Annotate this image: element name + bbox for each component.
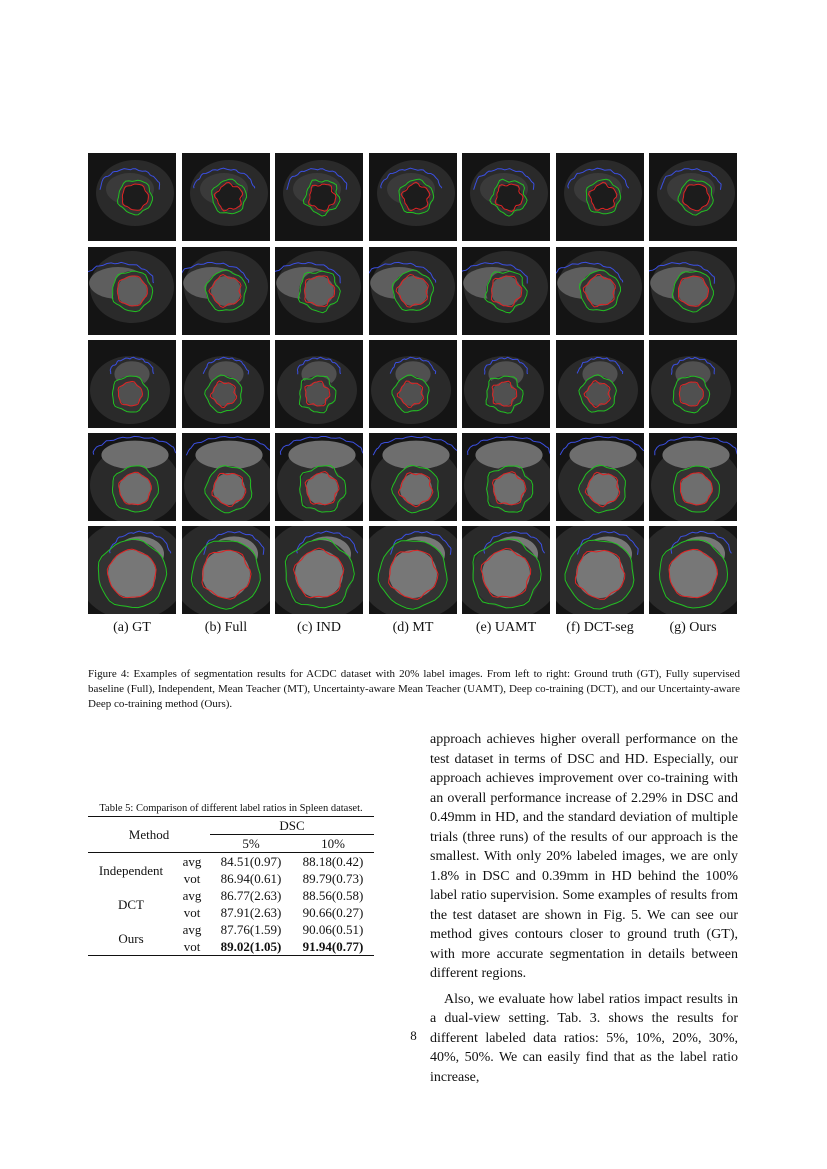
segmentation-thumbnail	[649, 247, 737, 335]
table-cell: 90.06(0.51)	[302, 922, 364, 937]
figure-row	[88, 247, 738, 335]
segmentation-thumbnail	[369, 340, 457, 428]
table-cell: 90.66(0.27)	[302, 905, 364, 920]
table-cell: 88.56(0.58)	[302, 888, 364, 903]
method-dct: DCT	[118, 896, 144, 912]
table-cell: 86.94(0.61)	[220, 871, 282, 886]
figure-row	[88, 153, 738, 241]
header-5pct: 5%	[242, 836, 260, 851]
segmentation-thumbnail	[556, 433, 644, 521]
agg-label: vot	[183, 871, 201, 886]
col-label-full: (b) Full	[204, 620, 248, 635]
header-10pct: 10%	[321, 836, 345, 851]
segmentation-thumbnail	[462, 526, 550, 614]
segmentation-thumbnail	[556, 247, 644, 335]
col-label-mt: (d) MT	[392, 620, 434, 635]
table-cell-best: 89.02(1.05)	[220, 939, 282, 954]
agg-label: vot	[183, 905, 201, 920]
col-label-dct: (f) DCT-seg	[566, 620, 634, 635]
segmentation-thumbnail	[275, 433, 363, 521]
col-label-ind: (c) IND	[297, 620, 341, 635]
header-method: Method	[128, 827, 170, 842]
table-cell: 86.77(2.63)	[220, 888, 282, 903]
figure-row	[88, 526, 738, 614]
figure-row	[88, 340, 738, 428]
segmentation-thumbnail	[182, 247, 270, 335]
col-label-uamt: (e) UAMT	[475, 620, 537, 635]
segmentation-thumbnail	[275, 247, 363, 335]
page-number: 8	[410, 1028, 417, 1043]
segmentation-thumbnail	[182, 340, 270, 428]
segmentation-thumbnail	[649, 433, 737, 521]
table-cell: 88.18(0.42)	[302, 854, 364, 869]
segmentation-thumbnail	[462, 433, 550, 521]
segmentation-thumbnail	[649, 153, 737, 241]
segmentation-thumbnail	[88, 433, 176, 521]
segmentation-thumbnail	[369, 153, 457, 241]
figure-caption: Figure 4: Examples of segmentation results for ACDC dataset with 20% label images. From left to right: Ground truth (GT), Fully supervised baseline (Full), Independent, Mean Teacher (MT), Uncertainty-aware Mean Teacher (UAMT), Deep co-training (DCT), and our Uncertainty-aware Deep co-training method (Ours).	[88, 668, 740, 710]
table-cell: 87.76(1.59)	[220, 922, 282, 937]
agg-label: avg	[182, 854, 202, 869]
segmentation-thumbnail	[462, 153, 550, 241]
paragraph-1: approach achieves higher overall performance on the test dataset in terms of DSC and HD. Especially, our approach achieves improvement over co-training with an overall performance increase of 2.29% in DSC and 0.49mm in HD, and the standard deviation of multiple trials (three runs) of the results of our approach is the smallest. With only 20% labeled images, we are only 1.8% in DSC and 0.39mm in HD behind the 100% label ratio supervision. Some examples of results from the test dataset are shown in Fig. 5. We can see our method gives contours closer to ground truth (GT), with more accurate segmentation in details between different regions.	[430, 732, 738, 981]
segmentation-thumbnail	[556, 340, 644, 428]
col-label-gt: (a) GT	[113, 620, 151, 635]
paragraph-2: Also, we evaluate how label ratios impact results in a dual-view setting. Tab. 3. shows the results for different labeled data ratios: 5%, 10%, 20%, 30%, 40%, 50%. We can easily find that as the label ratio increase,	[430, 991, 738, 1085]
segmentation-thumbnail	[88, 153, 176, 241]
table-cell-best: 91.94(0.77)	[302, 939, 364, 954]
segmentation-thumbnail	[649, 340, 737, 428]
method-independent: Independent	[98, 862, 164, 878]
segmentation-thumbnail	[182, 153, 270, 241]
table-cell: 87.91(2.63)	[220, 905, 282, 920]
table-cell: 89.79(0.73)	[302, 871, 364, 886]
segmentation-thumbnail	[88, 526, 176, 614]
segmentation-thumbnail	[556, 526, 644, 614]
method-ours: Ours	[88, 921, 174, 956]
segmentation-thumbnail	[649, 526, 737, 614]
figure-row	[88, 433, 738, 521]
table-cell: 84.51(0.97)	[220, 854, 282, 869]
agg-label: avg	[182, 922, 202, 937]
segmentation-thumbnail	[462, 340, 550, 428]
segmentation-thumbnail	[88, 340, 176, 428]
segmentation-thumbnail	[369, 526, 457, 614]
segmentation-thumbnail	[556, 153, 644, 241]
segmentation-thumbnail	[182, 526, 270, 614]
agg-label: avg	[182, 888, 202, 903]
segmentation-thumbnail	[462, 247, 550, 335]
header-dsc: DSC	[210, 817, 374, 835]
col-label-ours: (g) Ours	[669, 620, 717, 635]
segmentation-thumbnail	[182, 433, 270, 521]
segmentation-thumbnail	[275, 153, 363, 241]
agg-label: vot	[183, 939, 201, 954]
segmentation-thumbnail	[275, 526, 363, 614]
segmentation-thumbnail	[369, 247, 457, 335]
results-table	[88, 803, 374, 956]
segmentation-thumbnail	[88, 247, 176, 335]
segmentation-thumbnail	[275, 340, 363, 428]
segmentation-thumbnail	[369, 433, 457, 521]
table-caption: Table 5: Comparison of different label ratios in Spleen dataset.	[99, 803, 363, 814]
